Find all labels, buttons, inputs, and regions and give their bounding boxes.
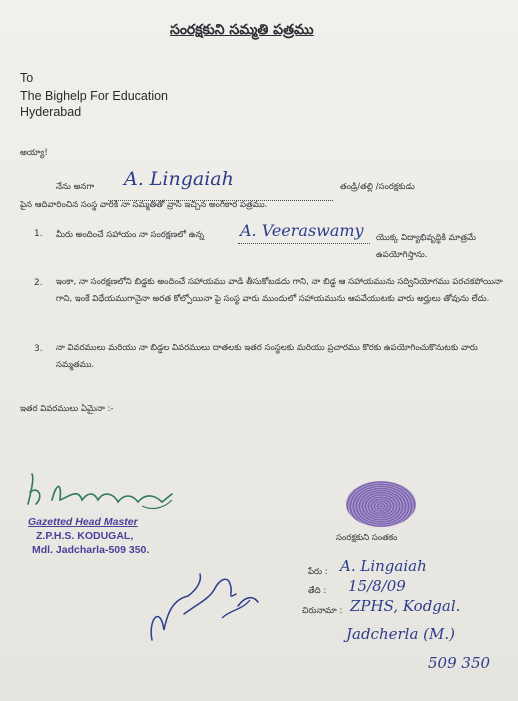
footer-address-label: చిరునామా : [302,606,343,616]
stamp-designation: Gazetted Head Master [28,516,138,528]
salutation: అయ్యా! [20,148,48,158]
headmaster-signature [22,470,182,510]
student-name-dotline [238,241,370,244]
intro-prefix: నేను అనగా [56,182,95,192]
thumb-impression [346,481,416,527]
item-3-number: 3. [34,344,43,354]
item-2-number: 2. [34,278,43,288]
footer-name-value: A. Lingaiah [340,557,427,575]
headmaster-stamp [28,515,149,557]
intro-line2: పైన ఆదివారించిన సంస్థ వారికి నా సమ్మతితో వ్రాసి ఇచ్చిన అంగీకార పత్రము. [20,200,268,210]
address-organization: The Bighelp For Education [20,89,169,103]
address-to: To [20,71,34,85]
guardian-signature [130,560,270,650]
item-3-text: నా వివరములు మరియు నా బిడ్డల వివరములు దాతలకు ఇతర సంస్థలకు మరియు ప్రచారము కొరకు ఉపయోగించుకొనుటకు వారు సమ్మతము. [56,343,478,370]
thumb-label: సంరక్షకుని సంతకం [336,533,398,543]
address-city: Hyderabad [20,105,82,119]
guardian-name-handwritten: A. Lingaiah [124,168,234,190]
footer-name-label: పేరు : [308,567,328,577]
footer-date-value: 15/8/09 [348,577,406,595]
stamp-mandal: Mdl. Jadcharla-509 350. [32,544,150,556]
footer-date-label: తేది : [308,586,327,596]
document-title: సంరక్షకుని సమ్మతి పత్రము [170,22,314,38]
student-name-handwritten: A. Veeraswamy [240,221,364,240]
footer-address-line3: 509 350 [428,654,491,672]
footer-address-line1: ZPHS, Kodgal. [350,597,461,615]
item-1-number: 1. [34,229,43,239]
item-1-text-before: మీరు అందించే సహాయం నా సంరక్షణలో ఉన్న [56,230,204,240]
item-1-text-after: యొక్క విద్యాభివృద్ధికి మాత్రమే ఉపయోగిస్తాను. [376,233,476,260]
stamp-school: Z.P.H.S. KODUGAL, [36,530,134,542]
intro-relation: తండ్రి/తల్లి /సంరక్షకుడు [340,182,415,192]
item-2-text: ఇంకా, నా సంరక్షణలోని బిడ్డకు అందించే సహాయము వాడి తీసుకోబడదు గాని, నా బిడ్డ ఆ సహాయమును సద్వినియోగము పరచకపోయినా గాని, ఇంకే విధేయముగానైనా అరత కోల్పోయినా పై సంస్థ వారు ముందులో సహాయమును ఆపవేయుటకు వారు అర్హులు తోవును లేదు. [56,277,503,304]
footer-address-line2: Jadcherla (M.) [346,625,456,643]
other-details-label: ఇతర వివరములు ఏమైనా :- [20,404,114,414]
